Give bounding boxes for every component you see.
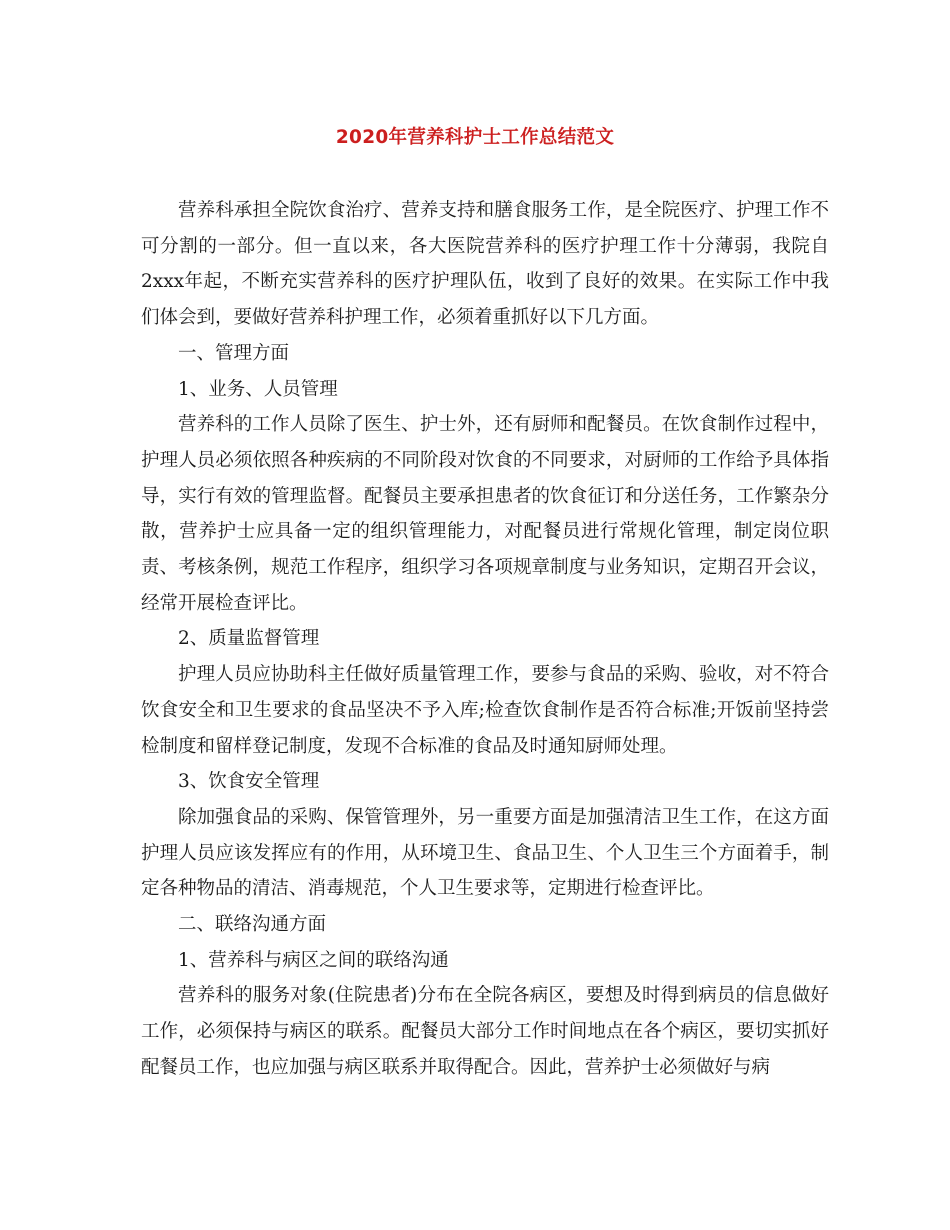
paragraph-business-staff-management: 营养科的工作人员除了医生、护士外，还有厨师和配餐员。在饮食制作过程中，护理人员必须依照各种疾病的不同阶段对饮食的不同要求，对厨师的工作给予具体指导，实行有效的管理监督。配餐员主要承担患者的饮食征订和分送任务，工作繁杂分散，营养护士应具备一定的组织管理能力，对配餐员进行常规化管理，制定岗位职责、考核条例，规范工作程序，组织学习各项规章制度与业务知识，定期召开会议，经常开展检查评比。 bbox=[141, 414, 829, 614]
subheading-food-safety: 3、饮食安全管理 bbox=[178, 771, 320, 793]
subheading-business-staff-management: 1、业务、人员管理 bbox=[178, 378, 338, 400]
paragraph-ward-communication: 营养科的服务对象(住院患者)分布在全院各病区，要想及时得到病员的信息做好工作，必须保持与病区的联系。配餐员大部分工作时间地点在各个病区，要切实抓好配餐员工作，也应加强与病区联系并取得配合。因此，营养护士必须做好与病 bbox=[141, 985, 829, 1078]
section-heading-communication: 二、联络沟通方面 bbox=[178, 914, 327, 936]
paragraph-intro: 营养科承担全院饮食治疗、营养支持和膳食服务工作，是全院医疗、护理工作不可分割的一部分。但一直以来，各大医院营养科的医疗护理工作十分薄弱，我院自2xxx年起，不断充实营养科的医疗护理队伍，收到了良好的效果。在实际工作中我们体会到，要做好营养科护理工作，必须着重抓好以下几方面。 bbox=[141, 200, 829, 329]
paragraph-food-safety: 除加强食品的采购、保管管理外，另一重要方面是加强清洁卫生工作，在这方面护理人员应该发挥应有的作用，从环境卫生、食品卫生、个人卫生三个方面着手，制定各种物品的清洁、消毒规范，个人卫生要求等，定期进行检查评比。 bbox=[141, 806, 829, 900]
document-title: 2020年营养科护士工作总结范文 bbox=[335, 127, 615, 148]
paragraph-quality-supervision: 护理人员应协助科主任做好质量管理工作，要参与食品的采购、验收，对不符合饮食安全和卫生要求的食品坚决不予入库;检查饮食制作是否符合标准;开饭前坚持尝检制度和留样登记制度，发现不合标准的食品及时通知厨师处理。 bbox=[141, 664, 829, 757]
subheading-quality-supervision: 2、质量监督管理 bbox=[178, 628, 320, 650]
section-heading-management: 一、管理方面 bbox=[178, 342, 290, 364]
document-body bbox=[141, 193, 829, 1086]
subheading-ward-communication: 1、营养科与病区之间的联络沟通 bbox=[178, 949, 449, 971]
